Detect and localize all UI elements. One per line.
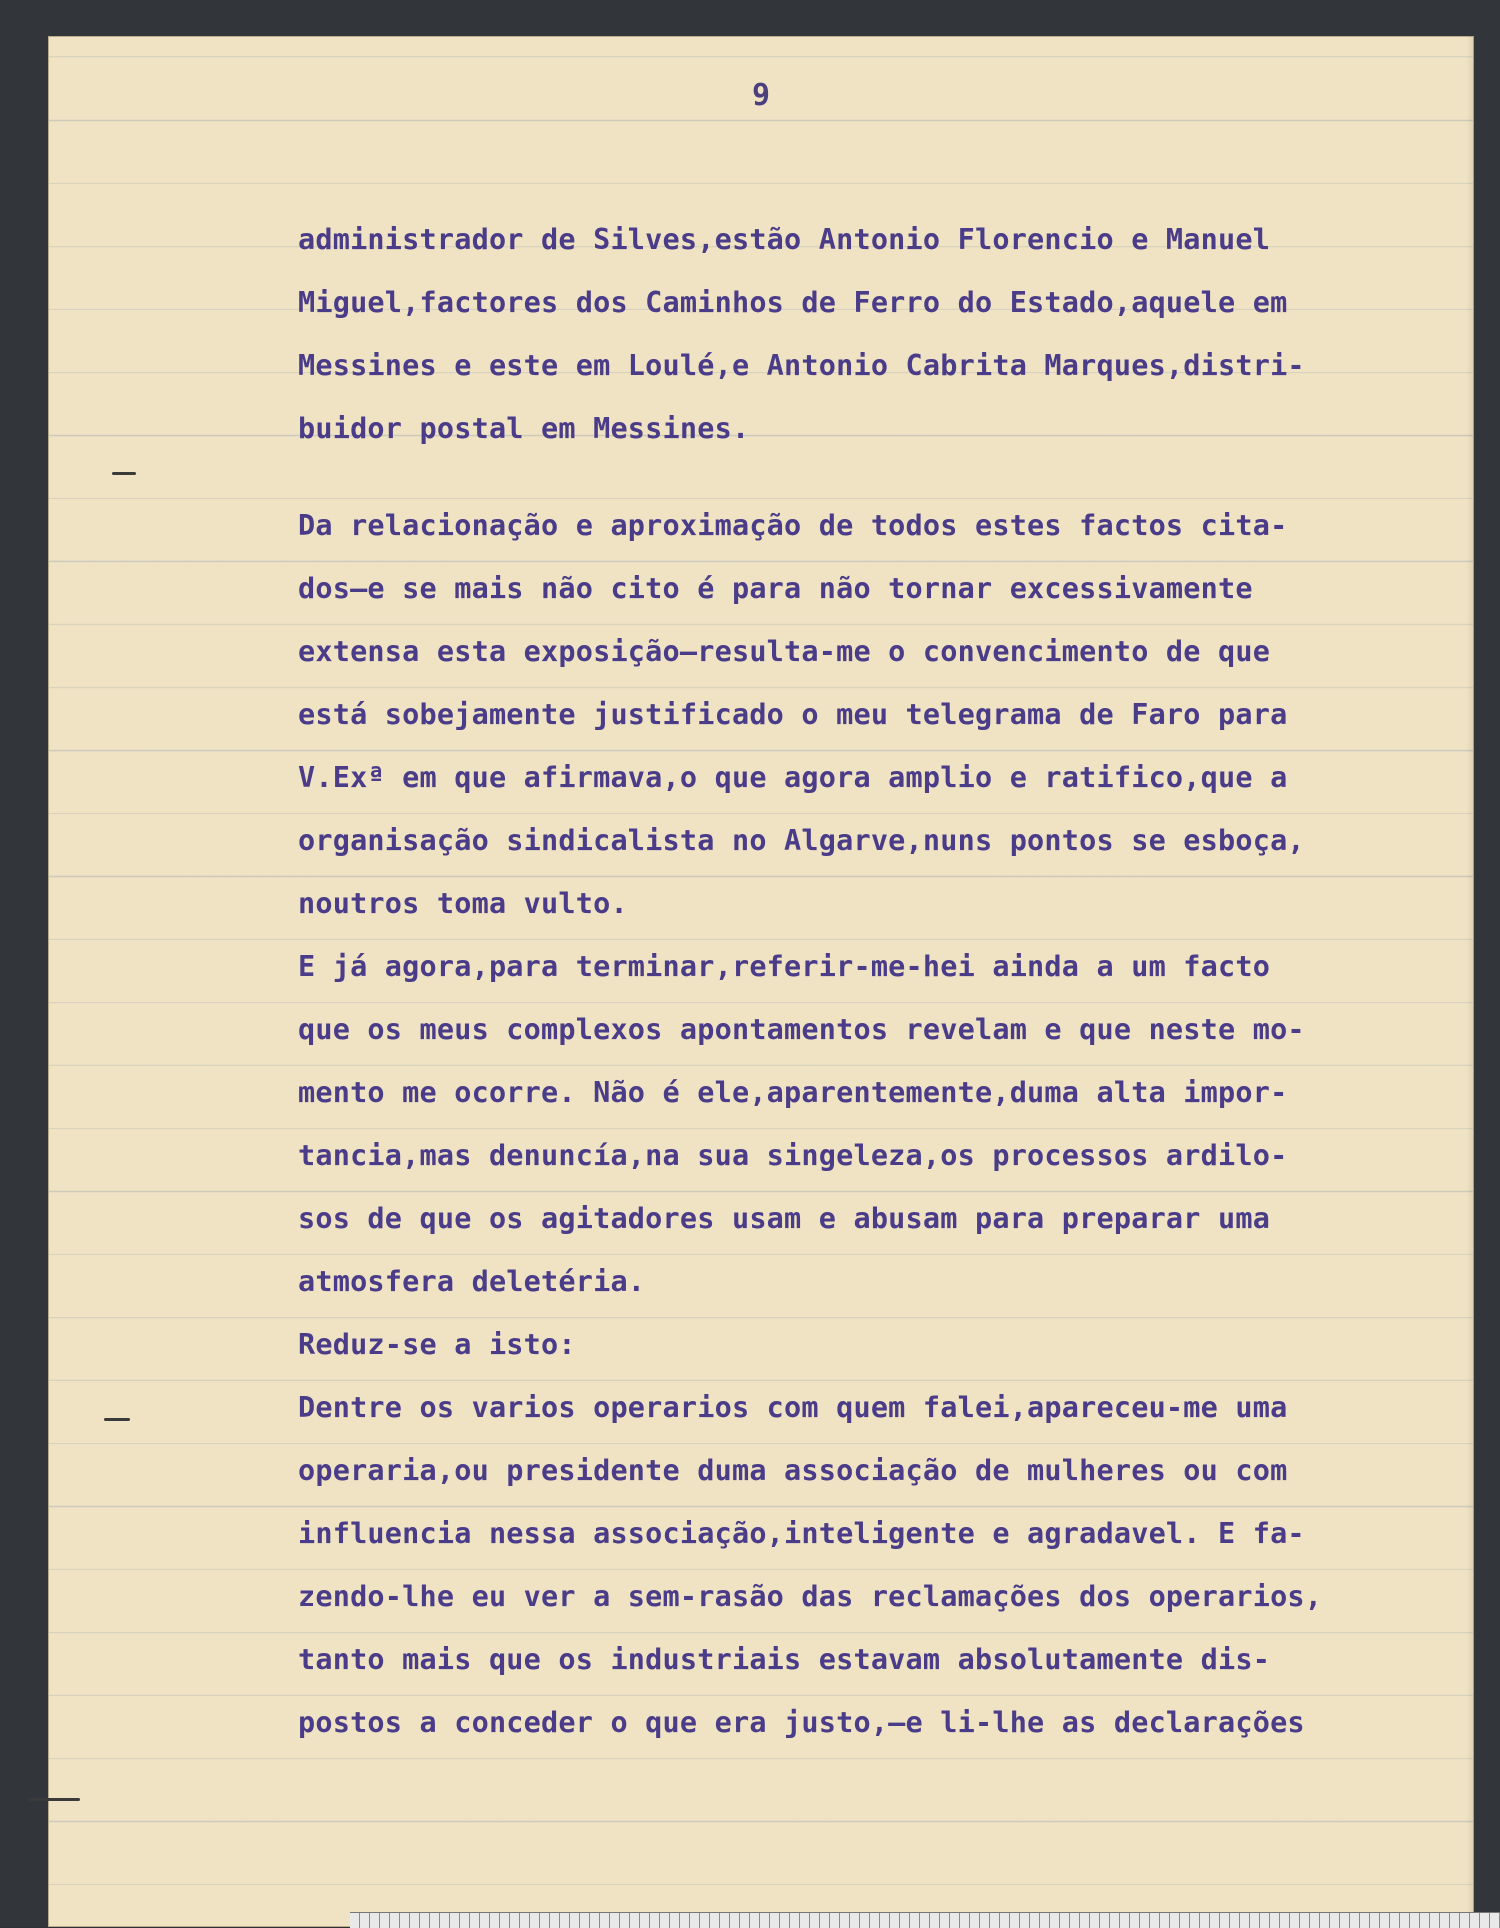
scan-ruler (350, 1912, 1500, 1928)
punch-mark (104, 1418, 130, 1421)
text-line: buidor postal em Messines. (298, 412, 750, 445)
punch-mark (112, 472, 136, 475)
paragraph-gap (298, 460, 1478, 494)
text-line: que os meus complexos apontamentos revelam e que neste mo- (298, 1013, 1305, 1046)
text-line: postos a conceder o que era justo,—e li-lhe as declarações (298, 1706, 1305, 1739)
typewritten-page (48, 36, 1474, 1927)
text-line: noutros toma vulto. (298, 887, 628, 920)
text-line: tancia,mas denuncía,na sua singeleza,os processos ardilo- (298, 1139, 1288, 1172)
text-line: está sobejamente justificado o meu telegrama de Faro para (298, 698, 1288, 731)
text-line: Reduz-se a isto: (298, 1328, 576, 1361)
text-line: Dentre os varios operarios com quem falei,apareceu-me uma (298, 1391, 1288, 1424)
text-line: dos—e se mais não cito é para não tornar excessivamente (298, 572, 1253, 605)
body-text (298, 208, 1478, 1754)
page-number: 9 (751, 78, 771, 113)
text-line: Messines e este em Loulé,e Antonio Cabrita Marques,distri- (298, 349, 1305, 382)
text-line: Miguel,factores dos Caminhos de Ferro do Estado,aquele em (298, 286, 1288, 319)
text-line: operaria,ou presidente duma associação de mulheres ou com (298, 1454, 1288, 1487)
text-line: organisação sindicalista no Algarve,nuns pontos se esboça, (298, 824, 1305, 857)
text-line: administrador de Silves,estão Antonio Florencio e Manuel (298, 223, 1271, 256)
text-line: zendo-lhe eu ver a sem-rasão das reclamações dos operarios, (298, 1580, 1323, 1613)
text-line: influencia nessa associação,inteligente e agradavel. E fa- (298, 1517, 1305, 1550)
text-line: E já agora,para terminar,referir-me-hei ainda a um facto (298, 950, 1271, 983)
text-line: extensa esta exposição—resulta-me o convencimento de que (298, 635, 1271, 668)
text-line: atmosfera deletéria. (298, 1265, 646, 1298)
punch-mark (28, 1798, 80, 1801)
text-line: sos de que os agitadores usam e abusam para preparar uma (298, 1202, 1271, 1235)
text-line: V.Exª em que afirmava,o que agora amplio e ratifico,que a (298, 761, 1288, 794)
text-line: Da relacionação e aproximação de todos estes factos cita- (298, 509, 1288, 542)
text-line: tanto mais que os industriais estavam absolutamente dis- (298, 1643, 1271, 1676)
text-line: mento me ocorre. Não é ele,aparentemente,duma alta impor- (298, 1076, 1288, 1109)
